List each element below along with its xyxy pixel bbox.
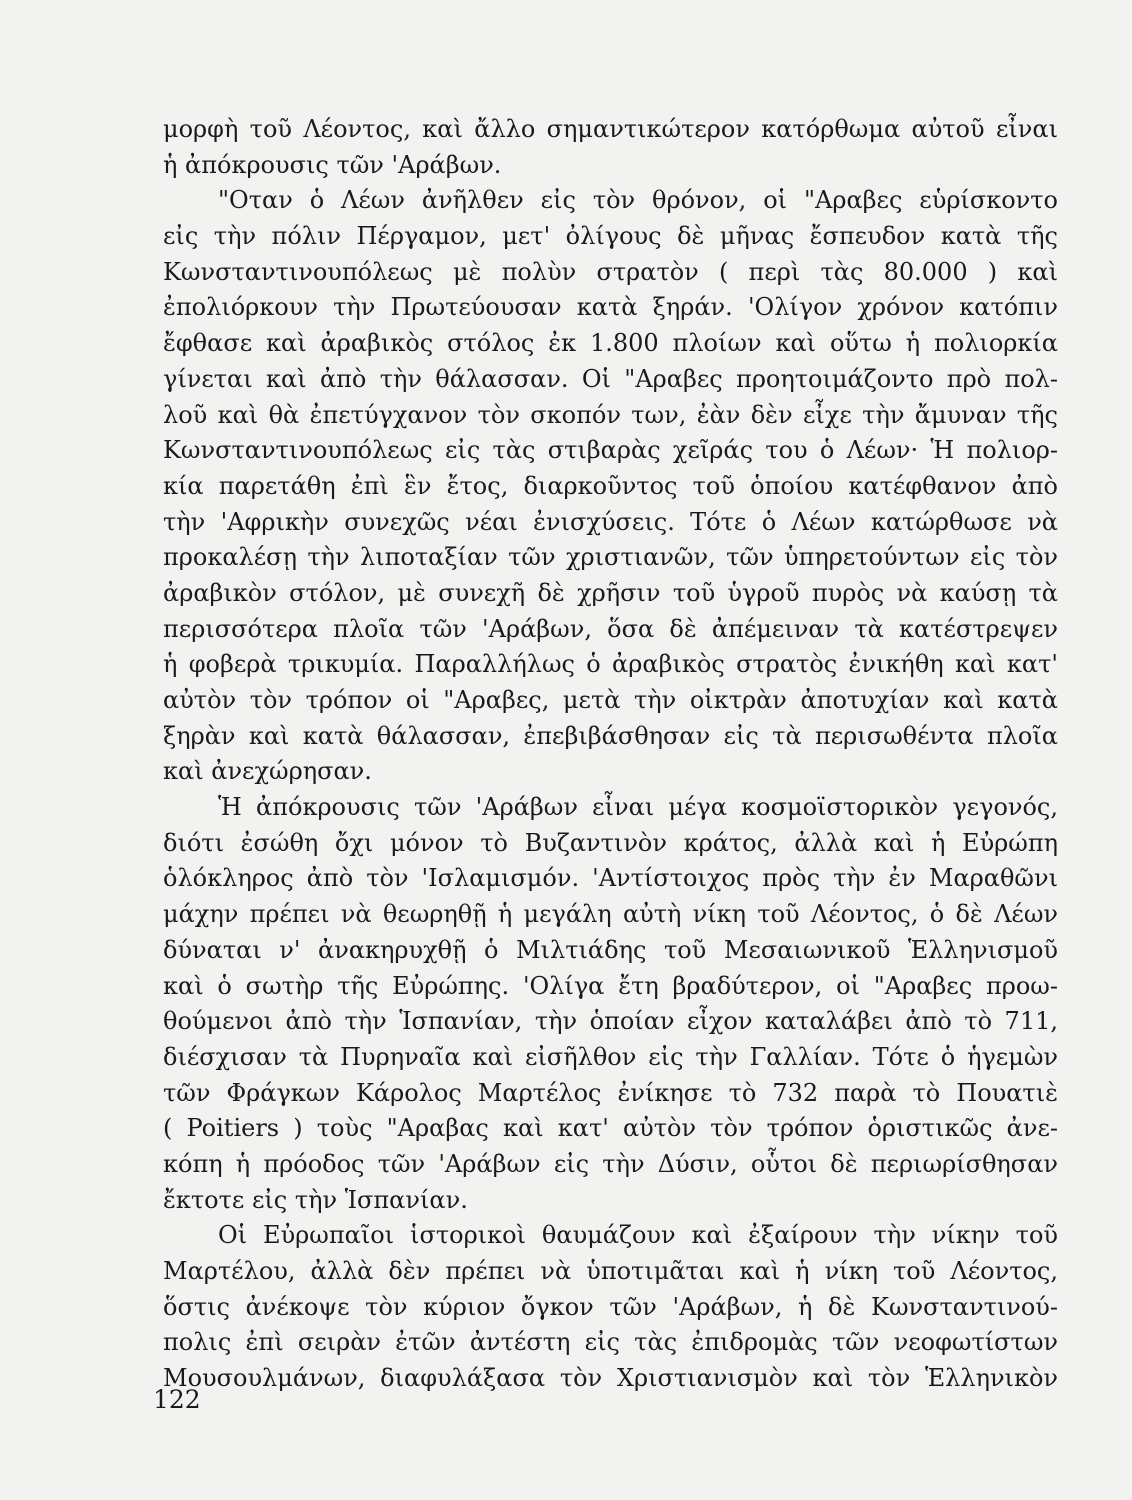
body-text — [163, 112, 1058, 1397]
text-line: καὶ ὁ σωτὴρ τῆς Εὐρώπης. 'Ολίγα ἔτη βραδύτερον, οἱ "Αραβες προω- — [163, 971, 1058, 1000]
text-line: ἔφθασε καὶ ἀραβικὸς στόλος ἐκ 1.800 πλοίων καὶ οὕτω ἡ πολιορκία — [163, 329, 1058, 358]
text-line: μάχην πρέπει νὰ θεωρηθῇ ἡ μεγάλη αὐτὴ νίκη τοῦ Λέοντος, ὁ δὲ Λέων — [163, 900, 1058, 929]
text-line: Μουσουλμάνων, διαφυλάξασα τὸν Χριστιανισμὸν καὶ τὸν Ἑλληνικὸν — [163, 1364, 1058, 1393]
text-line: ἀραβικὸν στόλον, μὲ συνεχῆ δὲ χρῆσιν τοῦ ὑγροῦ πυρὸς νὰ καύσῃ τὰ — [163, 578, 1058, 607]
text-line: Μαρτέλου, ἀλλὰ δὲν πρέπει νὰ ὑποτιμᾶται καὶ ἡ νίκη τοῦ Λέοντος, — [163, 1257, 1058, 1285]
text-line: θούμενοι ἀπὸ τὴν Ἱσπανίαν, τὴν ὁποίαν εἶχον καταλάβει ἀπὸ τὸ 711, — [163, 1007, 1058, 1036]
text-line: δύναται ν' ἀνακηρυχθῇ ὁ Μιλτιάδης τοῦ Μεσαιωνικοῦ Ἑλληνισμοῦ — [163, 935, 1058, 964]
text-line: ὁλόκληρος ἀπὸ τὸν 'Ισλαμισμόν. 'Αντίστοιχος πρὸς τὴν ἐν Μαραθῶνι — [163, 864, 1058, 893]
text-line: περισσότερα πλοῖα τῶν 'Αράβων, ὅσα δὲ ἀπέμειναν τὰ κατέστρεψεν — [163, 614, 1058, 643]
text-line: ἔκτοτε εἰς τὴν Ἱσπανίαν. — [163, 1185, 468, 1214]
text-line: εἰς τὴν πόλιν Πέργαμον, μετ' ὀλίγους δὲ μῆνας ἔσπευδον κατὰ τῆς — [163, 222, 1058, 251]
text-line: Κωνσταντινουπόλεως μὲ πολὺν στρατὸν ( περὶ τὰς 80.000 ) καὶ — [163, 257, 1058, 286]
text-line: κία παρετάθη ἐπὶ ἓν ἔτος, διαρκοῦντος τοῦ ὁποίου κατέφθανον ἀπὸ — [163, 471, 1058, 500]
text-line: πολις ἐπὶ σειρὰν ἐτῶν ἀντέστη εἰς τὰς ἐπιδρομὰς τῶν νεοφωτίστων — [163, 1328, 1058, 1357]
text-line: καὶ ἀνεχώρησαν. — [163, 757, 372, 786]
text-line: διότι ἐσώθη ὄχι μόνον τὸ Βυζαντινὸν κράτος, ἀλλὰ καὶ ἡ Εὐρώπη — [163, 828, 1058, 857]
text-line: "Οταν ὁ Λέων ἀνῆλθεν εἰς τὸν θρόνον, οἱ "Αραβες εὑρίσκοντο — [218, 186, 1058, 215]
text-line: προκαλέσῃ τὴν λιποταξίαν τῶν χριστιανῶν, τῶν ὑπηρετούντων εἰς τὸν — [163, 543, 1058, 572]
text-line: ἡ ἀπόκρουσις τῶν 'Αράβων. — [163, 150, 502, 179]
page-number: 122 — [153, 1385, 201, 1414]
text-line: Ἡ ἀπόκρουσις τῶν 'Αράβων εἶναι μέγα κοσμοϊστορικὸν γεγονός, — [218, 793, 1058, 822]
text-line: ξηρὰν καὶ κατὰ θάλασσαν, ἐπεβιβάσθησαν εἰς τὰ περισωθέντα πλοῖα — [163, 721, 1058, 750]
text-line: ἐπολιόρκουν τὴν Πρωτεύουσαν κατὰ ξηράν. 'Ολίγον χρόνον κατόπιν — [163, 293, 1058, 322]
text-line: μορφὴ τοῦ Λέοντος, καὶ ἄλλο σημαντικώτερον κατόρθωμα αὐτοῦ εἶναι — [163, 115, 1058, 143]
text-line: τῶν Φράγκων Κάρολος Μαρτέλος ἐνίκησε τὸ 732 παρὰ τὸ Πουατιὲ — [163, 1078, 1058, 1107]
text-line: ( Poitiers ) τοὺς "Αραβας καὶ κατ' αὐτὸν τὸν τρόπον ὁριστικῶς ἀνε- — [163, 1114, 1058, 1143]
text-line: τὴν 'Αφρικὴν συνεχῶς νέαι ἐνισχύσεις. Τότε ὁ Λέων κατώρθωσε νὰ — [163, 507, 1058, 536]
text-line: ἡ φοβερὰ τρικυμία. Παραλλήλως ὁ ἀραβικὸς στρατὸς ἐνικήθη καὶ κατ' — [163, 650, 1058, 679]
text-line: ὅστις ἀνέκοψε τὸν κύριον ὄγκον τῶν 'Αράβων, ἡ δὲ Κωνσταντινού- — [163, 1292, 1058, 1321]
text-line: αὐτὸν τὸν τρόπον οἱ "Αραβες, μετὰ τὴν οἰκτρὰν ἀποτυχίαν καὶ κατὰ — [163, 686, 1058, 714]
text-line: Κωνσταντινουπόλεως εἰς τὰς στιβαρὰς χεῖράς του ὁ Λέων· Ἡ πολιορ- — [163, 436, 1058, 465]
text-line: διέσχισαν τὰ Πυρηναῖα καὶ εἰσῆλθον εἰς τὴν Γαλλίαν. Τότε ὁ ἡγεμὼν — [163, 1042, 1058, 1071]
text-line: κόπη ἡ πρόοδος τῶν 'Αράβων εἰς τὴν Δύσιν, οὗτοι δὲ περιωρίσθησαν — [163, 1149, 1058, 1178]
text-line: λοῦ καὶ θὰ ἐπετύγχανον τὸν σκοπόν των, ἐὰν δὲν εἶχε τὴν ἄμυναν τῆς — [163, 400, 1058, 429]
text-line: Οἱ Εὐρωπαῖοι ἱστορικοὶ θαυμάζουν καὶ ἐξαίρουν τὴν νίκην τοῦ — [218, 1221, 1058, 1250]
text-line: γίνεται καὶ ἀπὸ τὴν θάλασσαν. Οἱ "Αραβες προητοιμάζοντο πρὸ πολ- — [163, 364, 1058, 393]
